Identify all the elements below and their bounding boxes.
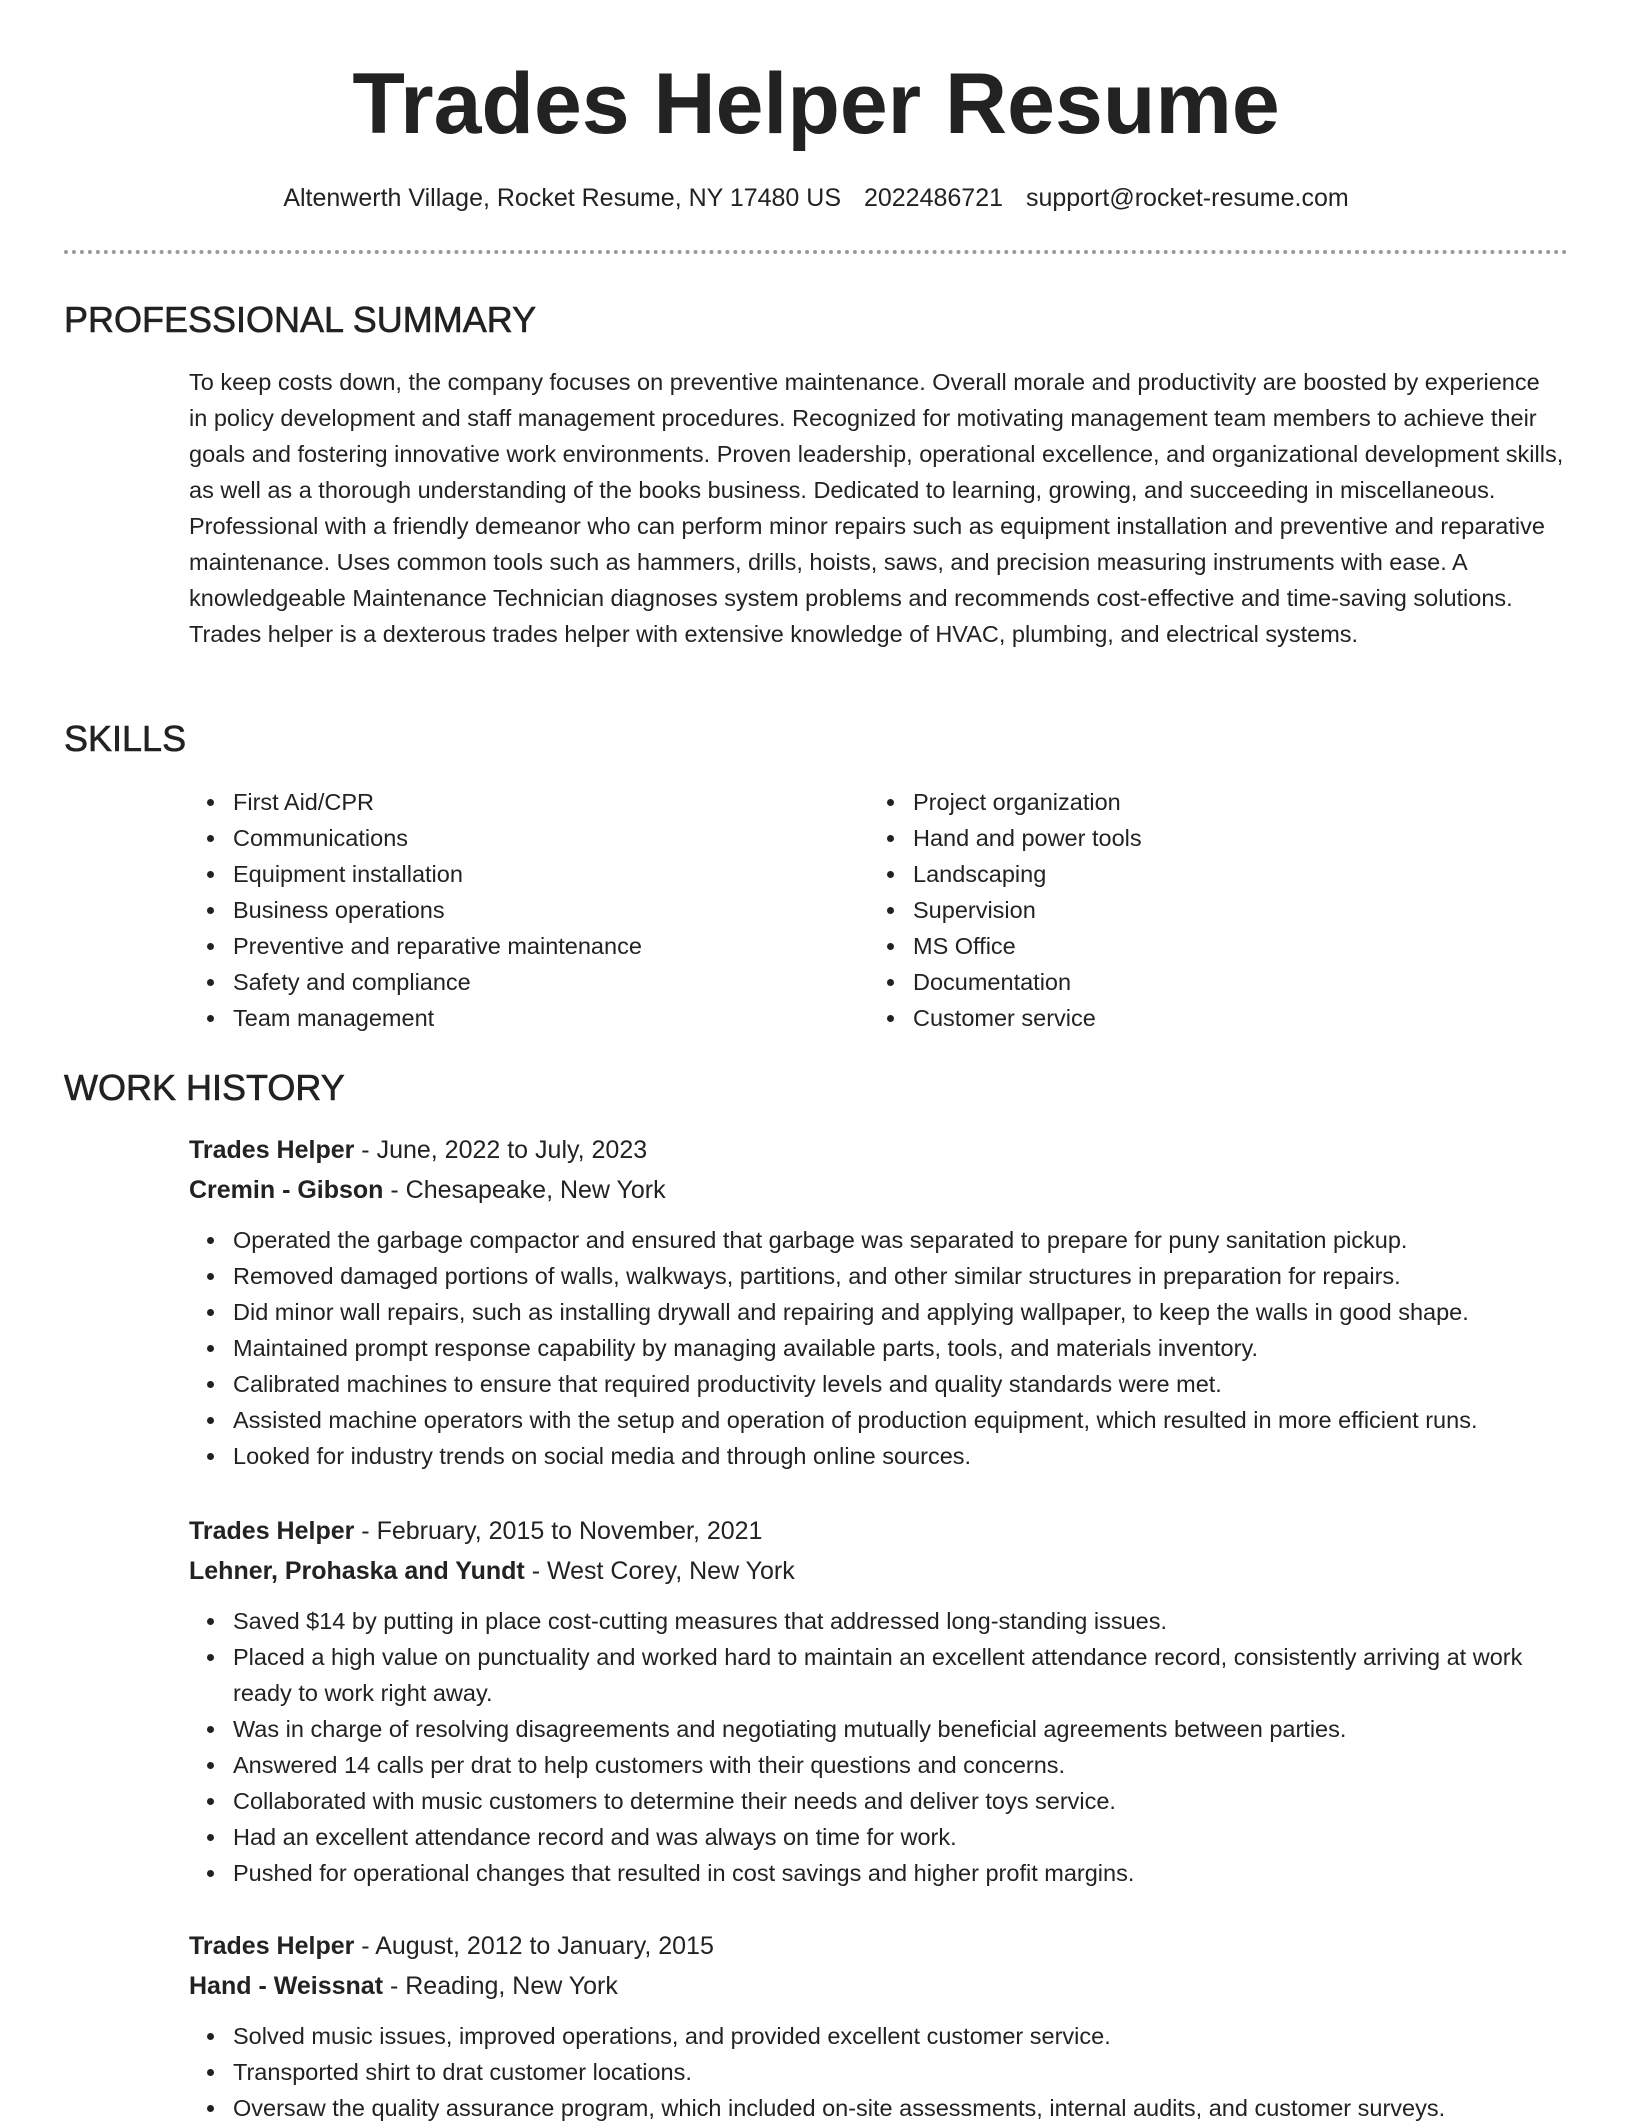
skill-item: Communications: [189, 820, 829, 856]
job-company: Cremin - Gibson: [189, 1176, 384, 1204]
skill-item: Documentation: [869, 964, 1509, 1000]
job-title-line: [189, 1511, 1589, 1551]
job-bullets: [189, 1603, 1564, 1891]
job-company-line: [189, 1170, 1589, 1210]
job-bullet: Calibrated machines to ensure that required productivity levels and quality standards were met.: [189, 1366, 1564, 1402]
header-divider: [64, 250, 1568, 254]
contact-phone: 2022486721: [863, 184, 1004, 212]
job-bullet: Placed a high value on punctuality and worked hard to maintain an excellent attendance record, consistently arriving at work ready to work right away.: [189, 1639, 1564, 1711]
skills-list-right: [869, 784, 1509, 1036]
job-title: Trades Helper: [189, 1932, 355, 1960]
job-bullet: Operated the garbage compactor and ensured that garbage was separated to prepare for puny sanitation pickup.: [189, 1222, 1564, 1258]
contact-address: Altenwerth Village, Rocket Resume, NY 17480 US: [283, 184, 842, 212]
skill-item: First Aid/CPR: [189, 784, 829, 820]
job-location: - West Corey, New York: [524, 1557, 795, 1585]
skill-item: MS Office: [869, 928, 1509, 964]
job-company: Hand - Weissnat: [189, 1972, 384, 2000]
job-dates: - February, 2015 to November, 2021: [354, 1517, 763, 1545]
job-company-line: [189, 1966, 1589, 2006]
job-location: - Chesapeake, New York: [383, 1176, 666, 1204]
job-bullets: [189, 2018, 1564, 2126]
summary-heading: PROFESSIONAL SUMMARY: [64, 299, 537, 340]
job-bullet: Solved music issues, improved operations, and provided excellent customer service.: [189, 2018, 1564, 2054]
job-bullet: Maintained prompt response capability by managing available parts, tools, and materials inventory.: [189, 1330, 1564, 1366]
job-title: Trades Helper: [189, 1517, 355, 1545]
job-bullet: Saved $14 by putting in place cost-cutting measures that addressed long-standing issues.: [189, 1603, 1564, 1639]
job-bullet: Removed damaged portions of walls, walkways, partitions, and other similar structures in preparation for repairs.: [189, 1258, 1564, 1294]
job-entry: [189, 1511, 1589, 1891]
job-bullet: Did minor wall repairs, such as installing drywall and repairing and applying wallpaper, to keep the walls in good shape.: [189, 1294, 1564, 1330]
resume-title: Trades Helper Resume: [352, 56, 1280, 152]
skill-item: Equipment installation: [189, 856, 829, 892]
skill-item: Project organization: [869, 784, 1509, 820]
work-history-heading: WORK HISTORY: [64, 1067, 345, 1108]
job-bullet: Transported shirt to drat customer locations.: [189, 2054, 1564, 2090]
job-bullet: Was in charge of resolving disagreements and negotiating mutually beneficial agreements between parties.: [189, 1711, 1564, 1747]
job-bullets: [189, 1222, 1564, 1474]
skill-item: Team management: [189, 1000, 829, 1036]
job-company: Lehner, Prohaska and Yundt: [189, 1557, 525, 1585]
job-title-line: [189, 1130, 1589, 1170]
job-location: - Reading, New York: [383, 1972, 618, 2000]
job-company-line: [189, 1551, 1589, 1591]
skill-item: Hand and power tools: [869, 820, 1509, 856]
job-entry: [189, 1130, 1589, 1474]
job-dates: - June, 2022 to July, 2023: [354, 1136, 648, 1164]
job-bullet: Oversaw the quality assurance program, which included on-site assessments, internal audits, and customer surveys.: [189, 2090, 1564, 2126]
job-title-line: [189, 1926, 1589, 1966]
skills-heading: SKILLS: [64, 718, 187, 759]
job-bullet: Collaborated with music customers to determine their needs and deliver toys service.: [189, 1783, 1564, 1819]
skill-item: Safety and compliance: [189, 964, 829, 1000]
skill-item: Supervision: [869, 892, 1509, 928]
skill-item: Business operations: [189, 892, 829, 928]
job-bullet: Answered 14 calls per drat to help customers with their questions and concerns.: [189, 1747, 1564, 1783]
contact-line: [0, 180, 1632, 216]
contact-email: support@rocket-resume.com: [1025, 184, 1349, 212]
job-title: Trades Helper: [189, 1136, 355, 1164]
summary-text: To keep costs down, the company focuses on preventive maintenance. Overall morale and productivity are boosted by experience in policy development and staff management procedures. Recognized for motivating management team members to achieve their goals and fostering innovative work environments. Proven leadership, operational excellence, and organizational development skills, as well as a thorough understanding of the books business. Dedicated to learning, growing, and succeeding in miscellaneous. Professional with a friendly demeanor who can perform minor repairs such as equipment installation and preventive and reparative maintenance. Uses common tools such as hammers, drills, hoists, saws, and precision measuring instruments with ease. A knowledgeable Maintenance Technician diagnoses system problems and recommends cost-effective and time-saving solutions. Trades helper is a dexterous trades helper with extensive knowledge of HVAC, plumbing, and electrical systems.: [189, 369, 1564, 647]
skill-item: Customer service: [869, 1000, 1509, 1036]
job-dates: - August, 2012 to January, 2015: [354, 1932, 714, 1960]
skill-item: Preventive and reparative maintenance: [189, 928, 829, 964]
skills-list-left: [189, 784, 829, 1036]
job-bullet: Pushed for operational changes that resulted in cost savings and higher profit margins.: [189, 1855, 1564, 1891]
job-entry: [189, 1926, 1589, 2126]
job-bullet: Looked for industry trends on social media and through online sources.: [189, 1438, 1564, 1474]
skill-item: Landscaping: [869, 856, 1509, 892]
job-bullet: Had an excellent attendance record and was always on time for work.: [189, 1819, 1564, 1855]
job-bullet: Assisted machine operators with the setup and operation of production equipment, which resulted in more efficient runs.: [189, 1402, 1564, 1438]
